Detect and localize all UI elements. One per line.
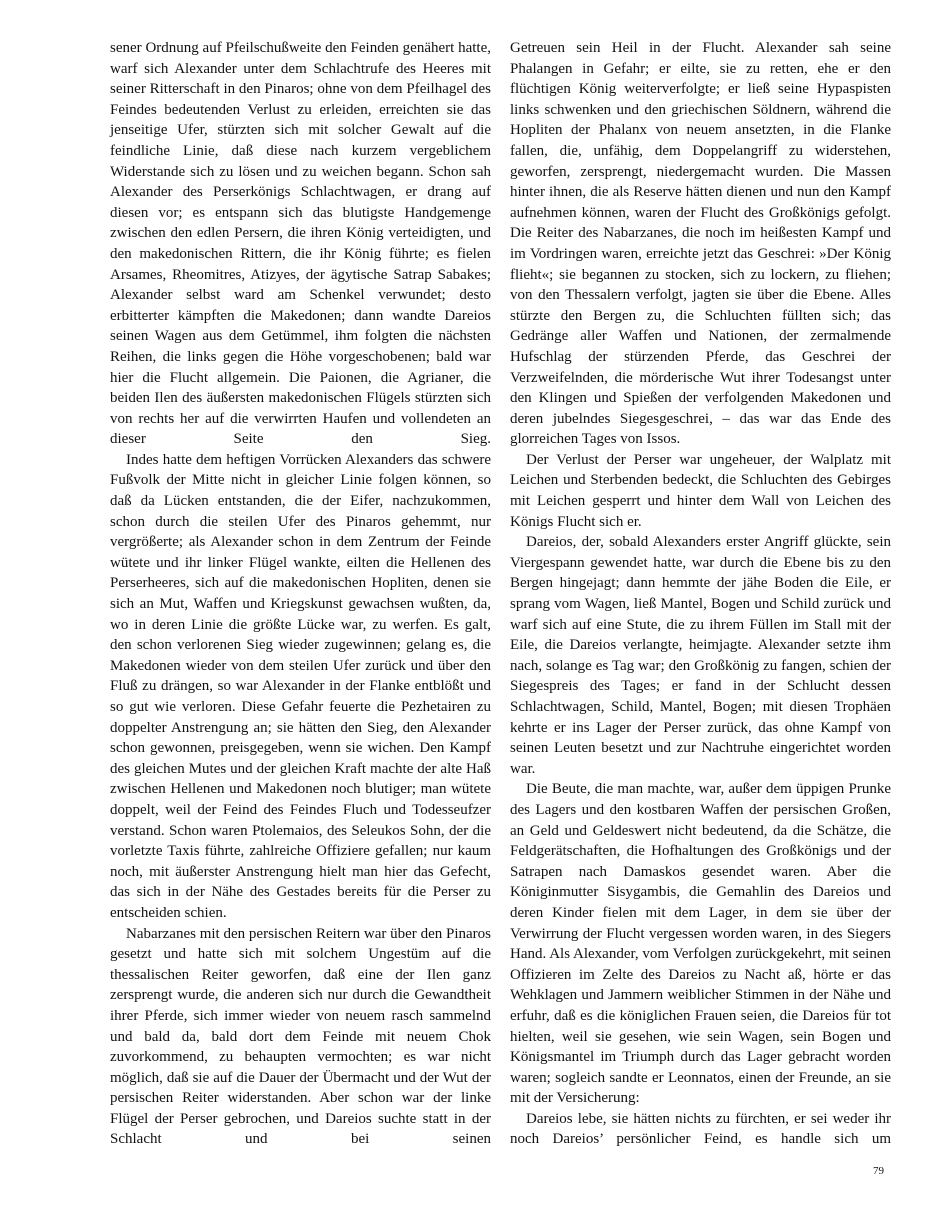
paragraph: Der Verlust der Perser war ungeheuer, der Walplatz mit Leichen und Sterbenden bedeckt, die Schluchten des Gebirges mit Leichen gesperrt und hinter dem Wall von Leichen des Königs Flucht sich er. <box>510 451 891 530</box>
paragraph: Getreuen sein Heil in der Flucht. Alexander sah seine Phalangen in Gefahr; er eilte, sie zu retten, ehe er den flüchtigen König weiterverfolgte; er ließ seine Hypaspisten links schwenken und den griechischen Söldnern, während die Hopliten der Phalanx von neuem ansetzten, in die Flanke fallen, die, unfähig, dem Doppelangriff zu widerstehen, geworfen, zersprengt, niedergemacht wurden. Die Massen hinter ihnen, die als Reserve hätten dienen und nun den Kampf aufnehmen können, waren der Flucht des Großkönigs gefolgt. Die Reiter des Nabarzanes, die noch im heißesten Kampf und im Vordringen waren, erreichte jetzt das Geschrei: »Der König flieht«; sie begannen zu stocken, sich zu lockern, zu fliehen; von den Thessalern verfolgt, jagten sie über die Ebene. Alles stürzte den Bergen zu, die Schluchten füllten sich; das Gedränge aller Waffen und Nationen, der zermalmende Hufschlag der stürzenden Pferde, das Geschrei der Verzweifelnden, die mörderische Wut ihrer Todesangst unter den Klingen und Spießen der verfolgenden Makedonen und deren jubelndes Siegesgeschrei, – das war das Ende des glorreichen Tages von Issos. <box>510 40 891 448</box>
paragraph: Die Beute, die man machte, war, außer dem üppigen Prunke des Lagers und den kostbaren Waffen der persischen Großen, an Geld und Geldeswert nicht bedeutend, da die Schätze, die Feldgerätschaften, die Hofhaltungen des Großkönigs und der Satrapen nach Damaskos gesendet waren. Aber die Königinmutter Sisygambis, die Gemahlin des Dareios und deren Kinder fielen mit dem Lager, in dem sie über der Verwirrung der Flucht vergessen worden waren, in des Siegers Hand. Als Alexander, vom Verfolgen zurückgekehrt, mit seinen Offizieren im Zelte des Dareios zu Nacht aß, hörte er das Wehklagen und Jammern weiblicher Stimmen in der Nähe und erfuhr, daß es die königlichen Frauen seien, die Dareios für tot hielten, weil sie gesehen, wie sein Wagen, sein Bogen und Königsmantel im Triumph durch das Lager gebracht worden waren; sogleich sandte er Leonnatos, einen der Freunde, an sie mit der Versicherung: <box>510 781 891 1107</box>
paragraph: Nabarzanes mit den persischen Reitern war über den Pinaros gesetzt und hatte sich mit solchem Ungestüm auf die thessalischen Reiter geworfen, daß eine der Ilen ganz zersprengt wurde, die anderen sich nur durch die Gewandtheit ihrer Pferde, sich immer wieder von neuem rasch sammelnd und bald da, bald dort dem Feinde mit neuem Chok zuvorkommend, zu behaupten vermochten; es war nicht möglich, daß sie auf die Dauer der Übermacht und der Wut der persischen Reiter widerstanden. Aber schon war der linke Flügel der Perser gebrochen, und Dareios suchte statt in der Schlacht und bei seinen <box>110 925 491 1148</box>
paragraph: Dareios lebe, sie hätten nichts zu fürchten, er sei weder ihr noch Dareios’ persönlicher Feind, es handle sich um <box>510 1110 891 1148</box>
paragraph: sener Ordnung auf Pfeilschußweite den Feinden genähert hatte, warf sich Alexander unter dem Schlachtrufe des Heeres mit seiner Ritterschaft in den Pinaros; ohne von dem Pfeilhagel des Feindes bedeutenden Verlust zu erleiden, erreichten sie das jenseitige Ufer, stürzten sich mit solcher Gewalt auf die feindliche Linie, daß diese nach kurzem vergeblichem Widerstande sich zu lösen und zu weichen begann. Schon sah Alexander des Perserkönigs Schlachtwagen, er drang auf diesen vor; es entspann sich das blutigste Handgemenge zwischen den edlen Persern, die ihren König verteidigten, und den makedonischen Rittern, die ihr König führte; es fielen Arsames, Rheomitres, Atizyes, der ägytische Satrap Sabakes; Alexander selbst ward am Schenkel verwundet; desto erbitterter kämpften die Makedonen; dann wandte Dareios seinen Wagen aus dem Getümmel, ihm folgten die nächsten Reihen, die links gegen die Höhe vorgeschobenen; bald war hier die Flucht allgemein. Die Paionen, die Agrianer, die beiden Ilen des äußersten makedonischen Flügels stürzten sich von rechts her auf die verwirrten Haufen und vollendeten an dieser Seite den Sieg. <box>110 40 491 448</box>
paragraph: Indes hatte dem heftigen Vorrücken Alexanders das schwere Fußvolk der Mitte nicht in gleicher Linie folgen können, so daß da Lücken entstanden, die der Eifer, nachzukommen, schon durch die steilen Ufer des Pinaros gehemmt, nur vergrößerte; als Alexander schon in dem Zentrum der Feinde wütete und ihr linker Flügel wankte, eilten die Hellenen des Perserheeres, sich auf die makedonischen Hopliten, denen sie sich an Mut, Waffen und Kriegskunst gewachsen wußten, da, wo in deren Linie die größte Lücke war, zu werfen. Es galt, den schon verlorenen Sieg wieder zugewinnen; gelang es, die Makedonen wieder von dem steilen Ufer zurück und über den Fluß zu drängen, so war Alexander in der Flanke entblößt und so gut wie verloren. Diese Gefahr feuerte die Pezhetairen zu doppelter Anstrengung an; sie hätten den Sieg, den Alexander schon gewonnen, preisgegeben, wenn sie wichen. Den Kampf des gleichen Mutes und der gleichen Kraft machte der alte Haß zwischen Hellenen und Makedonen noch blutiger; man wütete doppelt, weil der Feind des Feindes Fluch und Todesseufzer verstand. Schon waren Ptolemaios, des Seleukos Sohn, der die vorletzte Taxis führte, zahlreiche Offiziere gefallen; nur kaum noch, mit äußerster Anstrengung hielt man hier das Gefecht, das sich in der Nähe des Gestades bereits für die Perser zu entscheiden schien. <box>110 451 491 921</box>
right-text-column <box>510 38 891 1150</box>
left-text-column <box>110 38 491 1150</box>
page-number: 79 <box>873 1165 884 1177</box>
paragraph: Dareios, der, sobald Alexanders erster Angriff glückte, sein Viergespann gewendet hatte, war durch die Ebene bis zu den Bergen hingejagt; dann hemmte der jähe Boden die Eile, er sprang vom Wagen, ließ Mantel, Bogen und Schild zurück und warf sich auf eine Stute, die zu ihrem Füllen im Stall mit der Eile, die Dareios verlangte, heimjagte. Alexander setzte ihm nach, solange es Tag war; den Großkönig zu fangen, schien der Siegespreis des Tages; er fand in der Schlucht dessen Schlachtwagen, Schild, Mantel, Bogen; mit diesen Trophäen kehrte er ins Lager der Perser zurück, das ohne Kampf von seinen Leuten besetzt und zur Nachtruhe eingerichtet worden war. <box>510 534 891 777</box>
